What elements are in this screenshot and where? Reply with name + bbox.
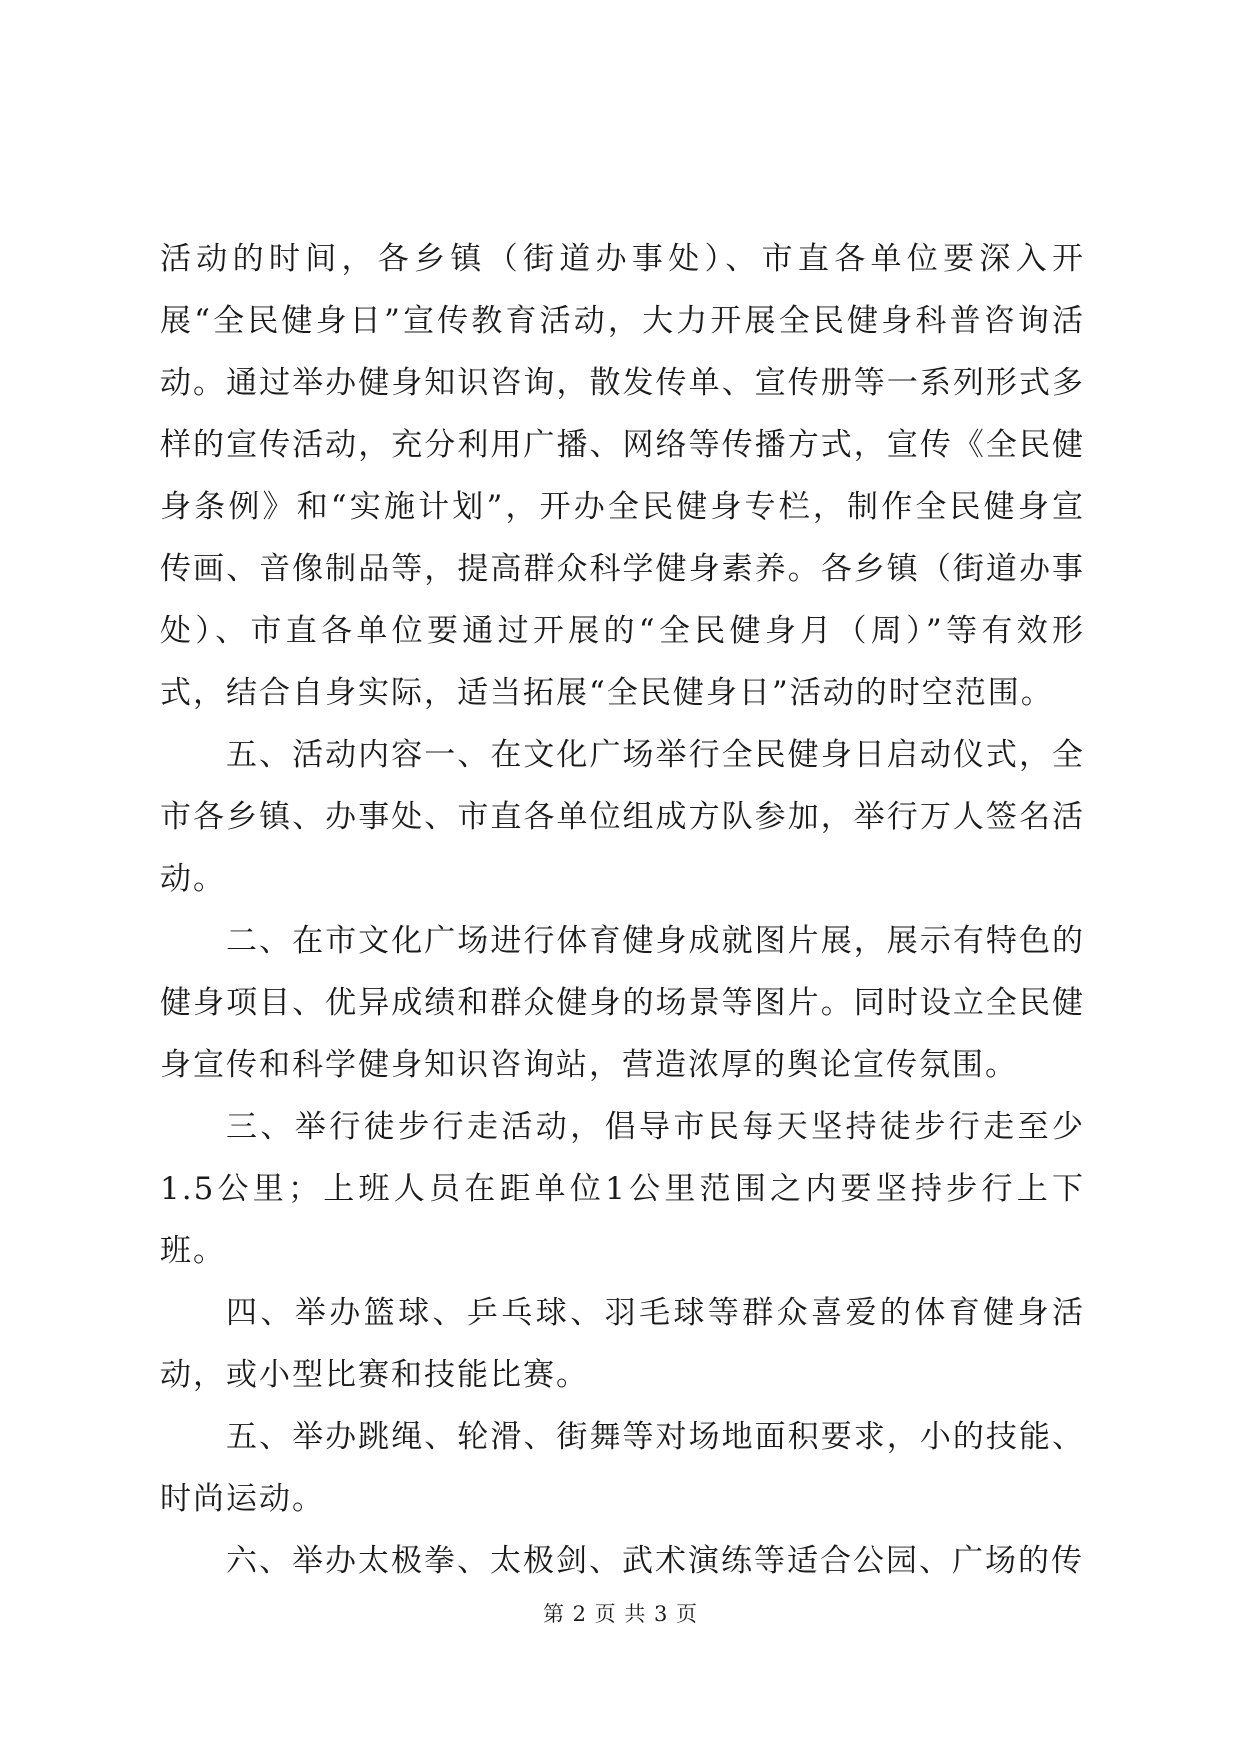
- page-number-footer: 第 2 页 共 3 页: [542, 1602, 699, 1626]
- paragraph: 六、举办太极拳、太极剑、武术演练等适合公园、广场的传: [226, 1543, 1084, 1579]
- paragraph: 活动的时间，各乡镇（街道办事处）、市直各单位要深入开展“全民健身日”宣传教育活动，大力开展全民健身科普咨询活动。通过举办健身知识咨询，散发传单、宣传册等一系列形式多样的宣传活动，充分利用广播、网络等传播方式，宣传《全民健身条例》和“实施计划”，开办全民健身专栏，制作全民健身宣传画、音像制品等，提高群众科学健身素养。各乡镇（街道办事处）、市直各单位要通过开展的“全民健身月（周）”等有效形式，结合自身实际，适当拓展“全民健身日”活动的时空范围。: [160, 241, 1085, 711]
- document-body: [160, 228, 1085, 1592]
- paragraph: 五、活动内容一、在文化广场举行全民健身日启动仪式，全市各乡镇、办事处、市直各单位组成方队参加，举行万人签名活动。: [160, 737, 1085, 897]
- paragraph: 二、在市文化广场进行体育健身成就图片展，展示有特色的健身项目、优异成绩和群众健身的场景等图片。同时设立全民健身宣传和科学健身知识咨询站，营造浓厚的舆论宣传氛围。: [160, 923, 1085, 1083]
- paragraph: 五、举办跳绳、轮滑、街舞等对场地面积要求，小的技能、时尚运动。: [160, 1419, 1085, 1517]
- paragraph: 三、举行徒步行走活动，倡导市民每天坚持徒步行走至少1.5公里；上班人员在距单位1公里范围之内要坚持步行上下班。: [160, 1109, 1085, 1269]
- paragraph: 四、举办篮球、乒乓球、羽毛球等群众喜爱的体育健身活动，或小型比赛和技能比赛。: [160, 1295, 1085, 1393]
